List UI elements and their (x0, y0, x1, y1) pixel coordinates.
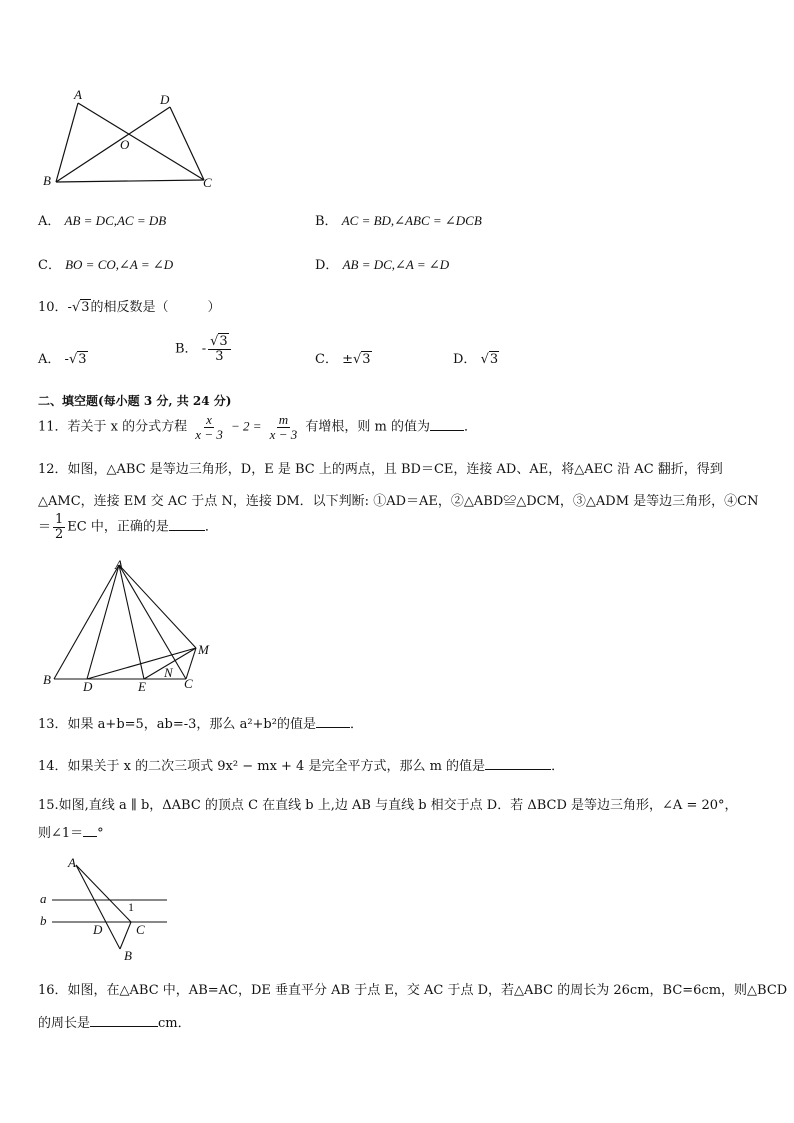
fig1-label-b: B (43, 173, 51, 188)
fig3-label-c: C (136, 922, 145, 937)
q12-line3: ＝ $\frac{1}{2}$ EC 中，正确的是 ． (38, 512, 218, 542)
q13: 13．如果 a+b=5，ab=-3，那么 a²+b²的值是 ． (38, 717, 363, 732)
q9-option-a: A． AB = DC,AC = DB (38, 213, 167, 229)
fig2-label-m: M (198, 642, 209, 657)
q16-line2: 的周长是 cm． (38, 1016, 191, 1031)
fig2-label-e: E (138, 679, 146, 694)
q10-option-a: A． -√3 (38, 352, 87, 367)
figure-equilateral-fold (38, 557, 218, 697)
q15-line2: 则∠1＝ ° (38, 826, 104, 841)
q10-stem: 10．-√3的相反数是（ ） (38, 300, 221, 315)
q14-answer-blank[interactable] (485, 757, 551, 770)
q9-option-b: B． AC = BD,∠ABC = ∠DCB (315, 213, 482, 229)
q11-answer-blank[interactable] (430, 418, 464, 431)
q12-line1: 12．如图，△ABC 是等边三角形，D，E 是 BC 上的两点，且 BD＝CE，连接 AD、AE，将△AEC 沿 AC 翻折，得到 (38, 462, 723, 477)
fig3-label-line-b: b (40, 913, 47, 928)
fig2-label-c: C (184, 676, 193, 691)
fig2-label-b: B (43, 672, 51, 687)
fig3-label-a-vertex: A (68, 855, 76, 870)
q13-answer-blank[interactable] (316, 715, 350, 728)
section-title: 二、填空题(每小题 3 分, 共 24 分) (38, 394, 232, 408)
q16-answer-blank[interactable] (90, 1014, 158, 1027)
q16-line1: 16．如图，在△ABC 中，AB=AC，DE 垂直平分 AB 于点 E，交 AC 于点 D，若△ABC 的周长为 26cm，BC=6cm，则△BCD (38, 983, 788, 998)
q9-option-d: D． AB = DC,∠A = ∠D (315, 257, 450, 273)
q10-option-c: C． ±√3 (315, 352, 371, 367)
q15-line1: 15.如图,直线 a ∥ b，ΔABC 的顶点 C 在直线 b 上,边 AB 与直线 b 相交于点 D．若 ΔBCD 是等边三角形，∠A = 20°， (38, 798, 738, 813)
figure-abcd-crossed (30, 85, 230, 195)
q12-line2: △AMC，连接 EM 交 AC 于点 N，连接 DM．以下判断: ①AD＝AE，②△ABD≌△DCM，③△ADM 是等边三角形，④CN (38, 494, 759, 509)
fig2-label-d: D (83, 679, 93, 694)
fig2-label-n: N (164, 665, 173, 680)
q11: 11．若关于 x 的分式方程 $\frac{x}{x - 3}$ − 2 = $\frac{m}{x - 3}$ 有增根，则 m 的值为 ． (38, 412, 477, 442)
figure-parallel-lines (36, 853, 176, 965)
fig3-label-d: D (93, 922, 103, 937)
fig3-label-line-a: a (40, 891, 47, 906)
fig1-label-a: A (74, 87, 82, 102)
fig3-label-angle-1: 1 (128, 900, 134, 914)
q10-option-b: B． - $\frac{√3}{3}$ (175, 335, 233, 363)
q15-answer-blank[interactable] (83, 824, 97, 837)
fig2-label-a: A (115, 557, 123, 572)
q9-option-c: C． BO = CO,∠A = ∠D (38, 257, 174, 273)
fig1-label-d: D (160, 92, 170, 107)
q10-option-d: D． √3 (453, 352, 499, 367)
fig1-label-c: C (203, 175, 212, 190)
q12-answer-blank[interactable] (169, 518, 205, 531)
q14: 14．如果关于 x 的二次三项式 9x² − mx + 4 是完全平方式，那么 m 的值是 ． (38, 759, 565, 774)
fig1-label-o: O (120, 137, 130, 152)
fig3-label-b: B (124, 948, 132, 963)
